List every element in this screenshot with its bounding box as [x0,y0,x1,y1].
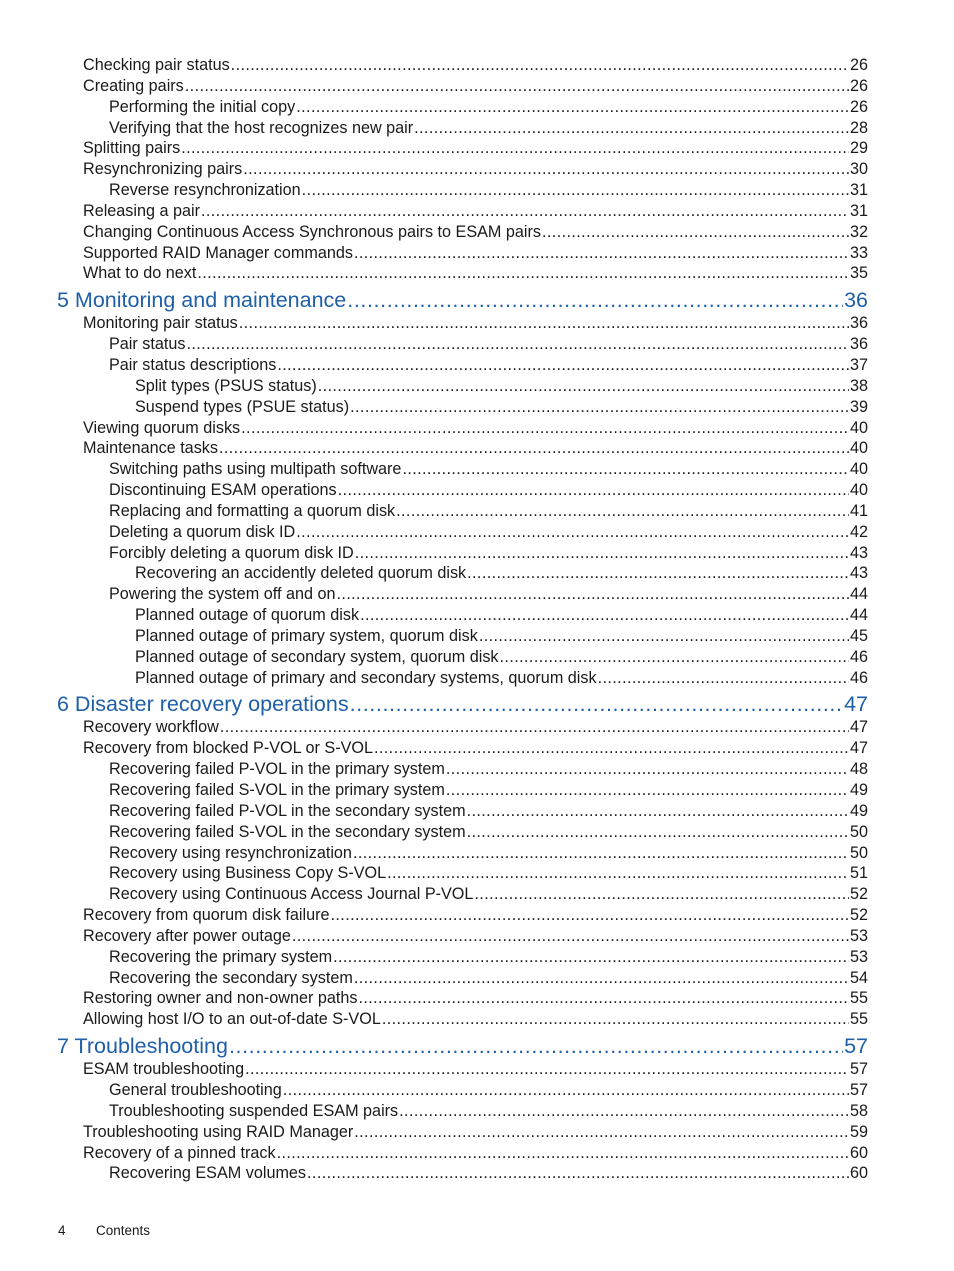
toc-dot-leader [201,201,849,222]
toc-entry-page: 32 [849,222,868,241]
toc-entry-page: 57 [849,1080,868,1099]
toc-entry[interactable] [0,884,868,905]
toc-entry-page: 48 [849,760,868,779]
toc-dot-leader [243,159,849,180]
toc-entry-page: 60 [849,1143,868,1162]
toc-entry-page: 57 [844,1034,868,1059]
toc-entry[interactable] [0,926,868,947]
toc-entry[interactable] [0,563,868,584]
toc-entry[interactable] [0,376,868,397]
toc-entry-title: 5 Monitoring and maintenance [57,288,347,313]
toc-dot-leader [318,376,849,397]
toc-entry[interactable] [0,947,868,968]
toc-entry-title: Recovery using Continuous Access Journal P-VOL [109,885,474,904]
toc-entry-title: Recovery workflow [83,718,219,737]
toc-dot-leader [467,822,849,843]
toc-entry-page: 37 [849,355,868,374]
toc-entry[interactable] [0,263,868,284]
toc-entry-page: 57 [849,1060,868,1079]
toc-dot-leader [479,626,849,647]
toc-entry-title: Recovering an accidently deleted quorum disk [135,564,467,583]
toc-dot-leader [414,118,849,139]
table-of-contents [0,55,954,1184]
toc-entry-page: 55 [849,1010,868,1029]
toc-entry[interactable] [0,118,868,139]
toc-entry[interactable] [0,801,868,822]
toc-entry-page: 44 [849,606,868,625]
toc-entry-title: Suspend types (PSUE status) [135,397,350,416]
toc-entry-title: Recovering failed P-VOL in the secondary system [109,801,466,820]
toc-entry-page: 44 [849,585,868,604]
toc-entry-title: Resynchronizing pairs [83,160,243,179]
toc-entry[interactable] [0,1101,868,1122]
toc-entry-title: Monitoring pair status [83,314,238,333]
toc-chapter-entry[interactable] [0,690,868,718]
toc-dot-leader [467,801,849,822]
toc-entry[interactable] [0,863,868,884]
toc-entry-page: 42 [849,522,868,541]
toc-entry-title: 6 Disaster recovery operations [57,692,349,717]
toc-entry-page: 60 [849,1164,868,1183]
footer-section-label: Contents [96,1223,151,1238]
toc-entry-title: Recovering failed P-VOL in the primary system [109,760,445,779]
toc-entry[interactable] [0,76,868,97]
toc-entry-title: General troubleshooting [109,1080,282,1099]
toc-entry-page: 39 [849,397,868,416]
toc-entry-title: Splitting pairs [83,139,181,158]
toc-entry[interactable] [0,584,868,605]
toc-entry[interactable] [0,1122,868,1143]
toc-entry-title: Viewing quorum disks [83,418,241,437]
toc-dot-leader [387,863,849,884]
toc-entry-title: Deleting a quorum disk ID [109,522,296,541]
toc-entry-page: 31 [849,181,868,200]
toc-entry[interactable] [0,480,868,501]
toc-entry-title: Planned outage of primary system, quorum disk [135,626,478,645]
toc-entry-page: 52 [849,885,868,904]
toc-entry-title: Recovering ESAM volumes [109,1164,307,1183]
toc-dot-leader [241,418,849,439]
toc-dot-leader [186,334,849,355]
toc-dot-leader [355,543,849,564]
toc-entry-page: 46 [849,647,868,666]
toc-entry-page: 40 [849,460,868,479]
toc-entry-title: Discontinuing ESAM operations [109,481,337,500]
toc-entry-title: Recovery of a pinned track [83,1143,276,1162]
toc-entry-title: Reverse resynchronization [109,181,301,200]
toc-entry[interactable] [0,55,868,76]
toc-entry-title: Recovering failed S-VOL in the primary system [109,781,445,799]
toc-entry[interactable] [0,334,868,355]
toc-dot-leader [347,286,843,314]
toc-dot-leader [396,501,849,522]
toc-entry-title: Recovering failed S-VOL in the secondary system [109,822,466,841]
toc-entry-title: Pair status [109,335,186,354]
toc-entry-title: Checking pair status [83,56,230,74]
toc-dot-leader [277,355,849,376]
toc-entry-title: Split types (PSUS status) [135,376,317,395]
toc-entry-page: 43 [849,543,868,562]
toc-dot-leader [231,55,849,76]
footer-page-number: 4 [58,1223,66,1238]
toc-entry-page: 33 [849,243,868,262]
toc-entry[interactable] [0,1059,868,1080]
toc-entry-page: 50 [849,822,868,841]
toc-dot-leader [181,138,849,159]
toc-dot-leader [354,1122,849,1143]
toc-dot-leader [446,759,849,780]
toc-entry[interactable] [0,222,868,243]
toc-dot-leader [402,459,849,480]
toc-entry-page: 36 [849,335,868,354]
toc-entry-page: 58 [849,1101,868,1120]
toc-dot-leader [283,1080,849,1101]
toc-entry[interactable] [0,988,868,1009]
toc-dot-leader [350,397,849,418]
toc-dot-leader [338,480,849,501]
toc-entry-page: 53 [849,947,868,966]
toc-entry-page: 49 [849,801,868,820]
toc-dot-leader [277,1143,849,1164]
toc-entry[interactable] [0,822,868,843]
toc-dot-leader [467,563,849,584]
toc-entry-page: 50 [849,843,868,862]
toc-dot-leader [446,780,849,801]
toc-entry[interactable] [0,605,868,626]
toc-entry[interactable] [0,501,868,522]
toc-entry-page: 35 [849,264,868,283]
toc-entry[interactable] [0,97,868,118]
toc-dot-leader [350,690,844,718]
toc-entry-page: 40 [849,439,868,458]
toc-entry-page: 45 [849,626,868,645]
toc-entry-title: Planned outage of quorum disk [135,606,360,625]
toc-chapter-entry[interactable] [0,286,868,314]
toc-entry[interactable] [0,459,868,480]
toc-dot-leader [296,97,849,118]
toc-entry-title: Replacing and formatting a quorum disk [109,501,396,520]
toc-dot-leader [331,905,849,926]
toc-dot-leader [598,668,849,689]
toc-entry-title: Troubleshooting using RAID Manager [83,1122,354,1141]
toc-entry-page: 59 [849,1122,868,1141]
toc-entry-title: Performing the initial copy [109,97,296,116]
toc-entry[interactable] [0,1080,868,1101]
toc-entry-title: Recovery from quorum disk failure [83,906,330,925]
toc-entry-title: Troubleshooting suspended ESAM pairs [109,1101,399,1120]
toc-entry[interactable] [0,438,868,459]
toc-entry-page: 55 [849,989,868,1008]
toc-entry[interactable] [0,780,868,801]
toc-entry[interactable] [0,1143,868,1164]
toc-entry-page: 28 [849,118,868,137]
toc-dot-leader [360,605,849,626]
toc-entry-title: Maintenance tasks [83,439,218,458]
toc-entry-page: 51 [849,864,868,883]
toc-dot-leader [542,222,849,243]
toc-entry-page: 47 [849,718,868,737]
toc-entry-title: Creating pairs [83,76,184,95]
toc-entry[interactable] [0,543,868,564]
toc-dot-leader [245,1059,849,1080]
toc-dot-leader [239,313,849,334]
toc-entry-title: Recovery from blocked P-VOL or S-VOL [83,739,373,758]
toc-entry-page: 36 [849,314,868,333]
toc-entry-title: Recovering the primary system [109,947,333,966]
toc-dot-leader [358,988,849,1009]
toc-entry-page: 26 [849,56,868,74]
toc-entry[interactable] [0,968,868,989]
toc-entry[interactable] [0,1009,868,1030]
toc-entry-title: Recovery using resynchronization [109,843,352,862]
toc-entry-title: Powering the system off and on [109,585,336,604]
toc-dot-leader [354,968,849,989]
toc-entry[interactable] [0,138,868,159]
toc-entry[interactable] [0,418,868,439]
toc-entry-title: Recovery using Business Copy S-VOL [109,864,387,883]
toc-dot-leader [220,717,849,738]
toc-entry-page: 47 [849,739,868,758]
toc-entry[interactable] [0,668,868,689]
toc-entry-title: Recovering the secondary system [109,968,353,987]
toc-entry-page: 41 [849,501,868,520]
toc-entry-page: 53 [849,926,868,945]
toc-entry-page: 54 [849,968,868,987]
toc-entry[interactable] [0,738,868,759]
toc-entry-title: ESAM troubleshooting [83,1060,245,1079]
toc-entry-page: 30 [849,160,868,179]
toc-dot-leader [197,263,849,284]
toc-dot-leader [474,884,849,905]
toc-entry-page: 36 [844,288,868,313]
page-footer [58,1223,150,1238]
toc-entry[interactable] [0,201,868,222]
toc-entry-title: Switching paths using multipath software [109,460,402,479]
toc-dot-leader [229,1032,843,1060]
toc-entry[interactable] [0,522,868,543]
toc-entry-page: 52 [849,906,868,925]
toc-entry[interactable] [0,159,868,180]
toc-entry-page: 43 [849,564,868,583]
toc-dot-leader [302,180,849,201]
toc-entry[interactable] [0,313,868,334]
toc-entry[interactable] [0,843,868,864]
toc-dot-leader [353,843,849,864]
toc-dot-leader [185,76,849,97]
toc-entry-title: Supported RAID Manager commands [83,243,353,262]
toc-entry[interactable] [0,626,868,647]
toc-entry-title: Forcibly deleting a quorum disk ID [109,543,354,562]
toc-entry[interactable] [0,355,868,376]
toc-dot-leader [336,584,849,605]
toc-entry[interactable] [0,905,868,926]
toc-chapter-entry[interactable] [0,1032,868,1060]
toc-entry-page: 46 [849,668,868,687]
toc-entry-title: Changing Continuous Access Synchronous pairs to ESAM pairs [83,222,541,241]
toc-entry-title: Planned outage of secondary system, quorum disk [135,647,499,666]
toc-entry-title: What to do next [83,264,197,283]
toc-entry-page: 26 [849,76,868,95]
toc-entry-page: 40 [849,418,868,437]
toc-entry[interactable] [0,759,868,780]
toc-entry-page: 29 [849,139,868,158]
toc-entry-title: Verifying that the host recognizes new pair [109,118,414,137]
toc-entry-title: Planned outage of primary and secondary systems, quorum disk [135,668,597,687]
toc-entry-page: 49 [849,781,868,799]
toc-entry[interactable] [0,717,868,738]
toc-dot-leader [374,738,849,759]
toc-entry[interactable] [0,647,868,668]
toc-dot-leader [219,438,849,459]
toc-entry-title: Restoring owner and non-owner paths [83,989,358,1008]
toc-entry-title: Releasing a pair [83,201,200,220]
toc-entry-title: 7 Troubleshooting [57,1034,228,1059]
toc-entry[interactable] [0,1163,868,1184]
toc-entry-title: Pair status descriptions [109,355,277,374]
toc-entry-title: Recovery after power outage [83,926,291,945]
toc-entry-page: 31 [849,201,868,220]
toc-dot-leader [399,1101,849,1122]
toc-dot-leader [354,243,849,264]
toc-entry-page: 38 [849,376,868,395]
toc-entry-page: 26 [849,97,868,116]
toc-entry[interactable] [0,243,868,264]
toc-dot-leader [333,947,849,968]
toc-dot-leader [382,1009,849,1030]
toc-dot-leader [500,647,849,668]
toc-entry-title: Allowing host I/O to an out-of-date S-VOL [83,1010,381,1029]
toc-dot-leader [307,1163,849,1184]
toc-dot-leader [296,522,849,543]
toc-entry-page: 47 [844,692,868,717]
toc-entry-page: 40 [849,481,868,500]
toc-entry[interactable] [0,180,868,201]
toc-dot-leader [292,926,849,947]
toc-entry[interactable] [0,397,868,418]
